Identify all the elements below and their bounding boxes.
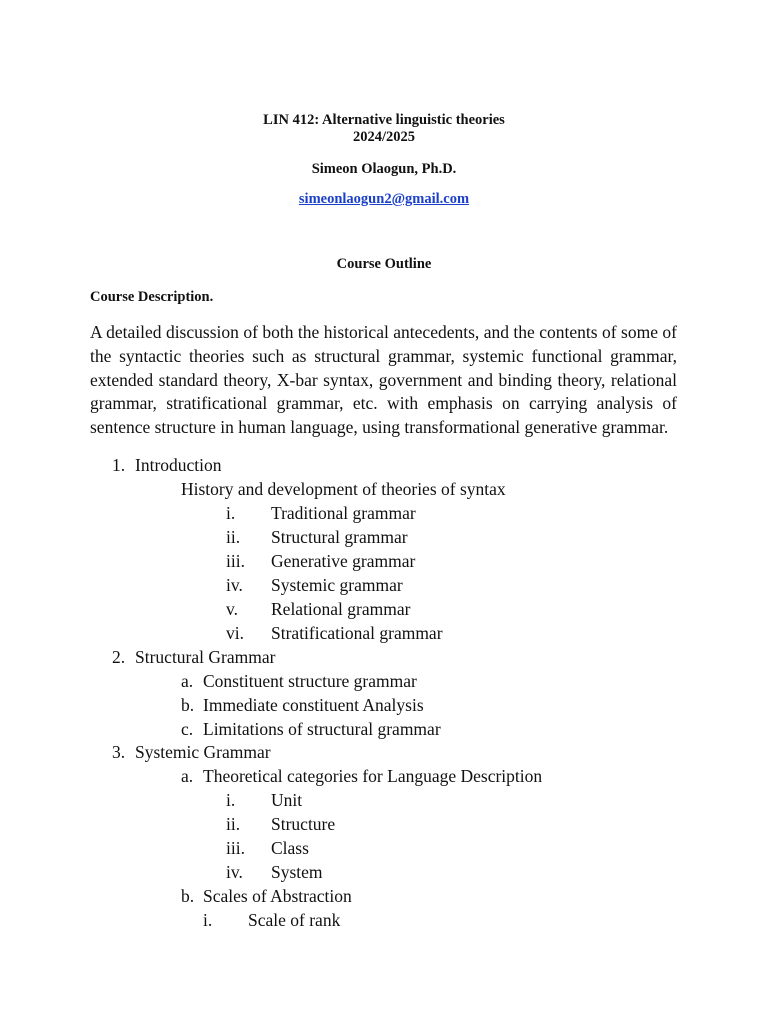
item-text: Scales of Abstraction [203, 886, 352, 906]
item-marker: b. [181, 886, 195, 906]
item-text: Stratificational grammar [271, 623, 443, 643]
subitem-text: Class [271, 838, 309, 858]
section-marker: 2. [112, 647, 126, 667]
subitem-text: Structure [271, 814, 336, 834]
item-marker: vi. [226, 623, 244, 643]
item-text: Immediate constituent Analysis [203, 695, 424, 715]
course-title: LIN 412: Alternative linguistic theories [263, 112, 505, 128]
lecturer-name: Simeon Olaogun, Ph.D. [311, 161, 457, 177]
section-title: Introduction [135, 455, 222, 475]
item-text: Relational grammar [271, 599, 411, 619]
item-text: Structural grammar [271, 527, 408, 547]
subitem-text: Unit [271, 790, 303, 810]
academic-session: 2024/2025 [352, 129, 416, 145]
section-subheading: History and development of theories of syntax [181, 479, 506, 499]
description-label: Course Description. [90, 289, 214, 305]
item-marker: b. [181, 695, 195, 715]
item-text: Generative grammar [271, 551, 416, 571]
item-marker: a. [181, 766, 194, 786]
subitem-marker: iv. [226, 862, 243, 882]
item-marker: i. [226, 503, 236, 523]
item-text: Constituent structure grammar [203, 671, 417, 691]
section-marker: 1. [112, 455, 126, 475]
subitem-marker: ii. [226, 814, 241, 834]
subitem-text: Scale of rank [248, 910, 341, 930]
section-marker: 3. [112, 742, 126, 762]
item-marker: v. [226, 599, 238, 619]
subitem-text: System [271, 862, 323, 882]
item-text: Limitations of structural grammar [203, 719, 441, 739]
email-line [0, 191, 768, 208]
email-link[interactable]: simeonlaogun2@gmail.com [298, 191, 470, 207]
section-title: Systemic Grammar [135, 742, 271, 762]
item-marker: ii. [226, 527, 241, 547]
section-title: Structural Grammar [135, 647, 276, 667]
item-marker: c. [181, 719, 194, 739]
item-marker: iv. [226, 575, 243, 595]
item-text: Traditional grammar [271, 503, 416, 523]
outline-title: Course Outline [336, 256, 432, 272]
item-marker: a. [181, 671, 194, 691]
subitem-marker: iii. [226, 838, 245, 858]
item-text: Systemic grammar [271, 575, 403, 595]
subitem-marker: i. [203, 910, 213, 930]
item-text: Theoretical categories for Language Description [203, 766, 543, 786]
item-marker: iii. [226, 551, 245, 571]
subitem-marker: i. [226, 790, 236, 810]
course-description: A detailed discussion of both the historical antecedents, and the contents of some of the syntactic theories such as structural grammar, systemic functional grammar, extended standard theory, X-bar syntax, government and binding theory, relational grammar, stratificational grammar, etc. with emphasis on carrying analysis of sentence structure in human language, using transformational generative grammar. [90, 322, 677, 438]
